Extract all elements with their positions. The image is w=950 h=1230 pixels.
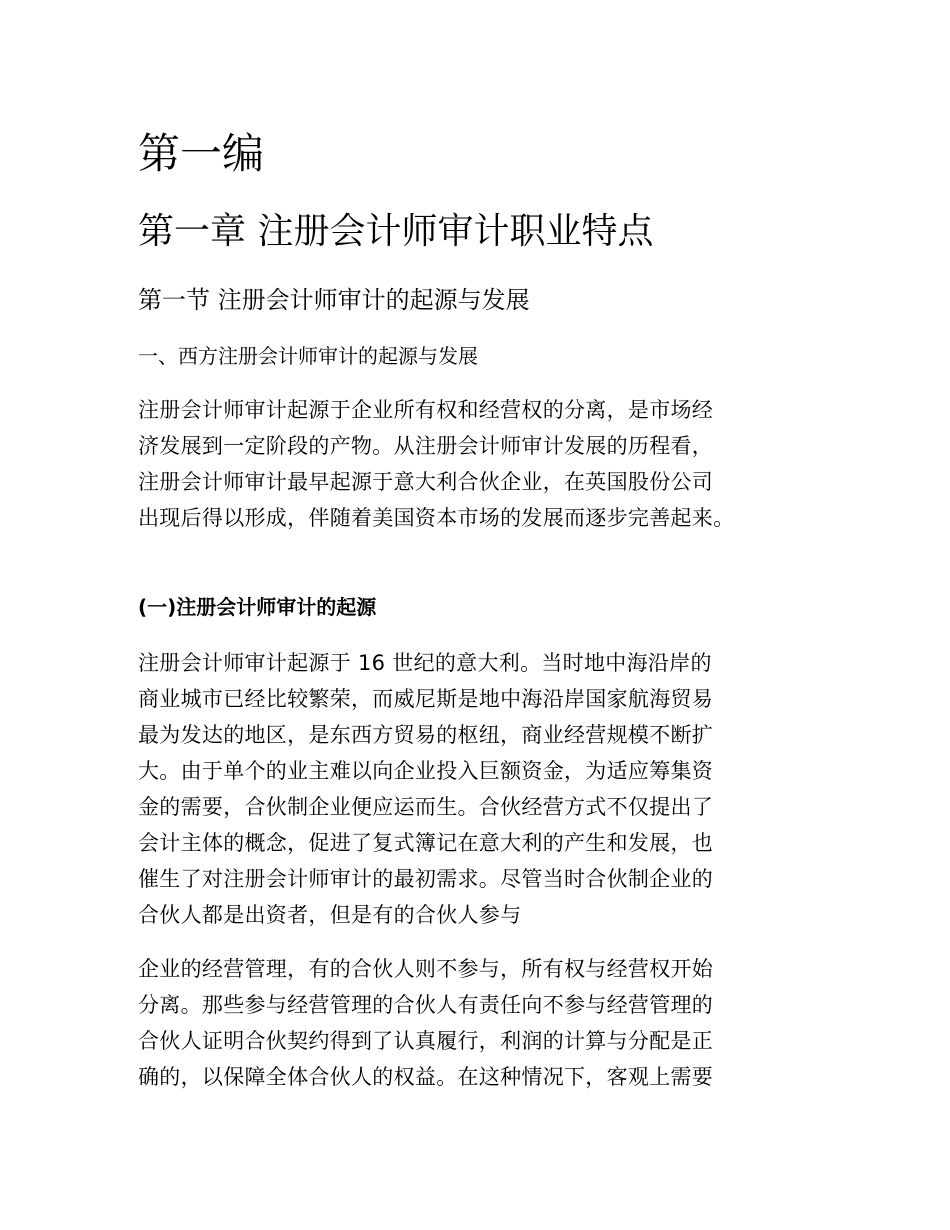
text-line: 大。由于单个的业主难以向企业投入巨额资金，为适应筹集资 (138, 759, 714, 783)
text-line: 注册会计师审计起源于企业所有权和经营权的分离，是市场经 (138, 398, 714, 422)
section-title: 第一节 注册会计师审计的起源与发展 (138, 286, 530, 314)
text-line: 分离。那些参与经营管理的合伙人有责任向不参与经营管理的 (138, 993, 714, 1017)
text-line: 合伙人都是出资者，但是有的合伙人参与 (138, 903, 522, 927)
text-line: 会计主体的概念，促进了复式簿记在意大利的产生和发展，也 (138, 831, 714, 855)
paragraph-ownership-separation (138, 951, 838, 1095)
part-title: 第一编 (138, 129, 265, 178)
text-line: 金的需要，合伙制企业便应运而生。合伙经营方式不仅提出了 (138, 795, 714, 819)
text-line: 商业城市已经比较繁荣，而威尼斯是地中海沿岸国家航海贸易 (138, 687, 714, 711)
text-line: 企业的经营管理，有的合伙人则不参与，所有权与经营权开始 (138, 957, 714, 981)
text-line: 注册会计师审计最早起源于意大利合伙企业，在英国股份公司 (138, 470, 714, 494)
text-line: 催生了对注册会计师审计的最初需求。尽管当时合伙制企业的 (138, 867, 714, 891)
subsubsection-title: (一)注册会计师审计的起源 (138, 595, 377, 619)
text-line: 合伙人证明合伙契约得到了认真履行，利润的计算与分配是正 (138, 1029, 714, 1053)
paragraph-origin-italy (138, 645, 838, 933)
text-line: 注册会计师审计起源于 16 世纪的意大利。当时地中海沿岸的 (138, 651, 712, 675)
text-line: 确的，以保障全体合伙人的权益。在这种情况下，客观上需要 (138, 1065, 714, 1089)
text-line: 最为发达的地区，是东西方贸易的枢纽，商业经营规模不断扩 (138, 723, 714, 747)
text-line: 出现后得以形成，伴随着美国资本市场的发展而逐步完善起来。 (138, 506, 735, 530)
chapter-title: 第一章 注册会计师审计职业特点 (138, 211, 654, 252)
subsection-title: 一、西方注册会计师审计的起源与发展 (138, 344, 478, 368)
paragraph-origin-overview (138, 392, 838, 536)
text-line: 济发展到一定阶段的产物。从注册会计师审计发展的历程看， (138, 434, 714, 458)
